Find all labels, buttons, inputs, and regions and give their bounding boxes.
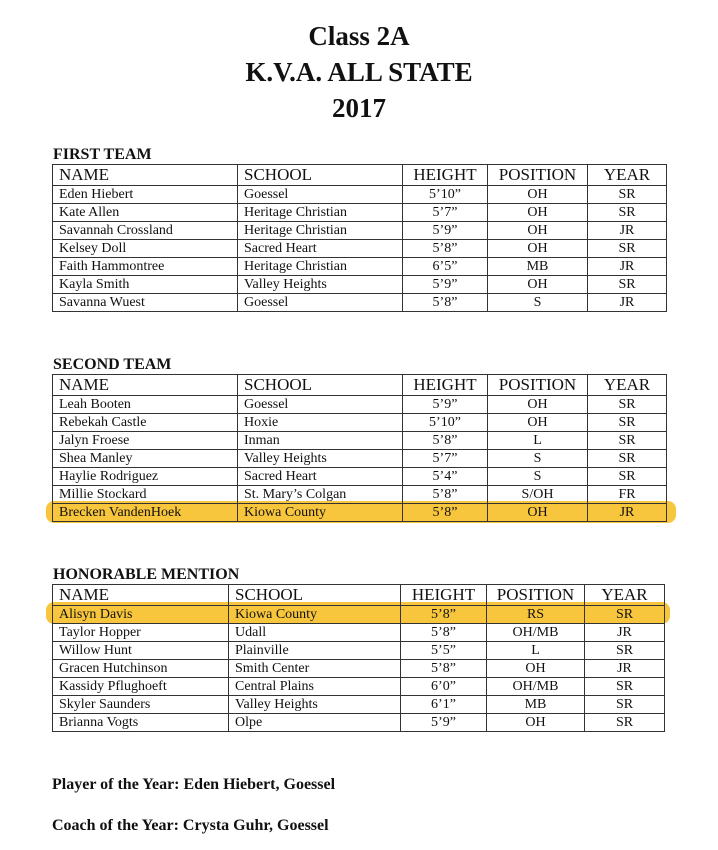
cell-year: SR — [588, 414, 667, 432]
cell-position: OH — [488, 240, 588, 258]
column-header-name: NAME — [53, 375, 238, 396]
cell-school: Valley Heights — [238, 276, 403, 294]
cell-height: 5’10” — [403, 414, 488, 432]
cell-height: 5’4” — [403, 468, 488, 486]
cell-name: Gracen Hutchinson — [53, 660, 229, 678]
column-header-name: NAME — [53, 585, 229, 606]
cell-height: 5’7” — [403, 450, 488, 468]
cell-height: 5’10” — [403, 186, 488, 204]
cell-name: Jalyn Froese — [53, 432, 238, 450]
table-row — [53, 624, 665, 642]
column-header-school: SCHOOL — [238, 375, 403, 396]
cell-year: JR — [585, 660, 665, 678]
column-header-position: POSITION — [487, 585, 585, 606]
honorable-mention-section — [52, 566, 665, 732]
cell-school: Olpe — [229, 714, 401, 732]
table-row — [53, 660, 665, 678]
column-header-height: HEIGHT — [403, 375, 488, 396]
cell-school: Udall — [229, 624, 401, 642]
player-of-the-year: Player of the Year: Eden Hiebert, Goessel — [52, 776, 336, 793]
table-row — [53, 414, 667, 432]
cell-position: OH — [487, 714, 585, 732]
table-row — [53, 468, 667, 486]
cell-position: OH/MB — [487, 678, 585, 696]
cell-position: OH — [488, 222, 588, 240]
header-row — [53, 585, 665, 606]
cell-school: Heritage Christian — [238, 258, 403, 276]
cell-year: SR — [585, 606, 665, 624]
cell-year: SR — [585, 714, 665, 732]
cell-height: 5’8” — [403, 294, 488, 312]
cell-name: Rebekah Castle — [53, 414, 238, 432]
table-row — [53, 696, 665, 714]
cell-position: OH — [488, 186, 588, 204]
honorable-mention-table — [52, 584, 665, 732]
cell-position: OH/MB — [487, 624, 585, 642]
cell-year: SR — [585, 696, 665, 714]
cell-position: RS — [487, 606, 585, 624]
cell-year: SR — [588, 432, 667, 450]
cell-position: L — [488, 432, 588, 450]
cell-year: JR — [585, 624, 665, 642]
second-team-table — [52, 374, 667, 522]
cell-name: Eden Hiebert — [53, 186, 238, 204]
cell-name: Taylor Hopper — [53, 624, 229, 642]
column-header-year: YEAR — [585, 585, 665, 606]
cell-name: Kayla Smith — [53, 276, 238, 294]
table-row — [53, 222, 667, 240]
cell-position: S — [488, 294, 588, 312]
cell-height: 5’8” — [403, 432, 488, 450]
cell-year: SR — [588, 186, 667, 204]
table-row — [53, 186, 667, 204]
cell-school: Plainville — [229, 642, 401, 660]
cell-height: 6’1” — [401, 696, 487, 714]
cell-name: Brecken VandenHoek — [53, 504, 238, 522]
cell-school: Heritage Christian — [238, 204, 403, 222]
cell-height: 6’5” — [403, 258, 488, 276]
cell-school: Valley Heights — [238, 450, 403, 468]
cell-school: Goessel — [238, 186, 403, 204]
table-row — [53, 714, 665, 732]
coach-of-the-year: Coach of the Year: Crysta Guhr, Goessel — [52, 817, 329, 834]
column-header-height: HEIGHT — [401, 585, 487, 606]
first-team-table — [52, 164, 667, 312]
cell-height: 5’8” — [401, 660, 487, 678]
cell-height: 6’0” — [401, 678, 487, 696]
cell-name: Skyler Saunders — [53, 696, 229, 714]
table-row — [53, 240, 667, 258]
cell-school: Valley Heights — [229, 696, 401, 714]
table-row — [53, 642, 665, 660]
table-row — [53, 276, 667, 294]
honorable-mention-body — [53, 585, 665, 732]
cell-school: Central Plains — [229, 678, 401, 696]
cell-name: Savannah Crossland — [53, 222, 238, 240]
cell-year: SR — [588, 396, 667, 414]
table-row — [53, 396, 667, 414]
table-row — [53, 486, 667, 504]
header-row — [53, 165, 667, 186]
cell-height: 5’5” — [401, 642, 487, 660]
cell-position: OH — [488, 504, 588, 522]
first-team-body — [53, 165, 667, 312]
cell-school: Kiowa County — [229, 606, 401, 624]
cell-school: Sacred Heart — [238, 468, 403, 486]
cell-school: Goessel — [238, 396, 403, 414]
cell-height: 5’7” — [403, 204, 488, 222]
table-row — [53, 504, 667, 522]
cell-position: OH — [488, 396, 588, 414]
cell-height: 5’9” — [403, 396, 488, 414]
cell-name: Leah Booten — [53, 396, 238, 414]
cell-name: Kate Allen — [53, 204, 238, 222]
cell-name: Faith Hammontree — [53, 258, 238, 276]
cell-school: St. Mary’s Colgan — [238, 486, 403, 504]
cell-year: SR — [588, 240, 667, 258]
cell-position: S/OH — [488, 486, 588, 504]
cell-year: JR — [588, 294, 667, 312]
cell-name: Shea Manley — [53, 450, 238, 468]
cell-year: SR — [585, 678, 665, 696]
column-header-school: SCHOOL — [229, 585, 401, 606]
cell-position: S — [488, 468, 588, 486]
title-association: K.V.A. ALL STATE — [245, 57, 473, 87]
column-header-year: YEAR — [588, 375, 667, 396]
table-row — [53, 204, 667, 222]
column-header-height: HEIGHT — [403, 165, 488, 186]
column-header-position: POSITION — [488, 375, 588, 396]
cell-height: 5’9” — [401, 714, 487, 732]
cell-school: Kiowa County — [238, 504, 403, 522]
cell-height: 5’8” — [403, 504, 488, 522]
table-row — [53, 432, 667, 450]
table-row — [53, 450, 667, 468]
cell-year: JR — [588, 258, 667, 276]
cell-position: OH — [488, 204, 588, 222]
cell-school: Hoxie — [238, 414, 403, 432]
cell-school: Sacred Heart — [238, 240, 403, 258]
cell-name: Brianna Vogts — [53, 714, 229, 732]
header-row — [53, 375, 667, 396]
cell-year: SR — [588, 450, 667, 468]
first-team-section — [52, 146, 667, 312]
cell-school: Smith Center — [229, 660, 401, 678]
cell-name: Alisyn Davis — [53, 606, 229, 624]
first-team-title: FIRST TEAM — [53, 146, 152, 163]
cell-position: OH — [488, 414, 588, 432]
table-row — [53, 678, 665, 696]
column-header-position: POSITION — [488, 165, 588, 186]
honorable-mention-title: HONORABLE MENTION — [53, 566, 240, 583]
title-class: Class 2A — [308, 21, 410, 51]
cell-year: FR — [588, 486, 667, 504]
cell-school: Inman — [238, 432, 403, 450]
cell-name: Millie Stockard — [53, 486, 238, 504]
cell-position: OH — [488, 276, 588, 294]
cell-year: JR — [588, 222, 667, 240]
cell-name: Willow Hunt — [53, 642, 229, 660]
cell-year: SR — [585, 642, 665, 660]
cell-year: SR — [588, 204, 667, 222]
title-year: 2017 — [332, 93, 386, 123]
cell-name: Kassidy Pflughoeft — [53, 678, 229, 696]
cell-position: OH — [487, 660, 585, 678]
cell-year: JR — [588, 504, 667, 522]
second-team-section — [52, 356, 667, 522]
column-header-school: SCHOOL — [238, 165, 403, 186]
cell-name: Savanna Wuest — [53, 294, 238, 312]
cell-school: Heritage Christian — [238, 222, 403, 240]
table-row — [53, 606, 665, 624]
second-team-body — [53, 375, 667, 522]
cell-height: 5’9” — [403, 276, 488, 294]
table-row — [53, 294, 667, 312]
cell-year: SR — [588, 276, 667, 294]
cell-year: SR — [588, 468, 667, 486]
second-team-title: SECOND TEAM — [53, 356, 172, 373]
cell-position: MB — [488, 258, 588, 276]
cell-name: Haylie Rodriguez — [53, 468, 238, 486]
cell-position: S — [488, 450, 588, 468]
column-header-name: NAME — [53, 165, 238, 186]
cell-height: 5’8” — [401, 606, 487, 624]
table-row — [53, 258, 667, 276]
column-header-year: YEAR — [588, 165, 667, 186]
cell-position: MB — [487, 696, 585, 714]
cell-height: 5’8” — [403, 486, 488, 504]
cell-school: Goessel — [238, 294, 403, 312]
cell-name: Kelsey Doll — [53, 240, 238, 258]
cell-height: 5’8” — [401, 624, 487, 642]
cell-height: 5’8” — [403, 240, 488, 258]
cell-position: L — [487, 642, 585, 660]
cell-height: 5’9” — [403, 222, 488, 240]
